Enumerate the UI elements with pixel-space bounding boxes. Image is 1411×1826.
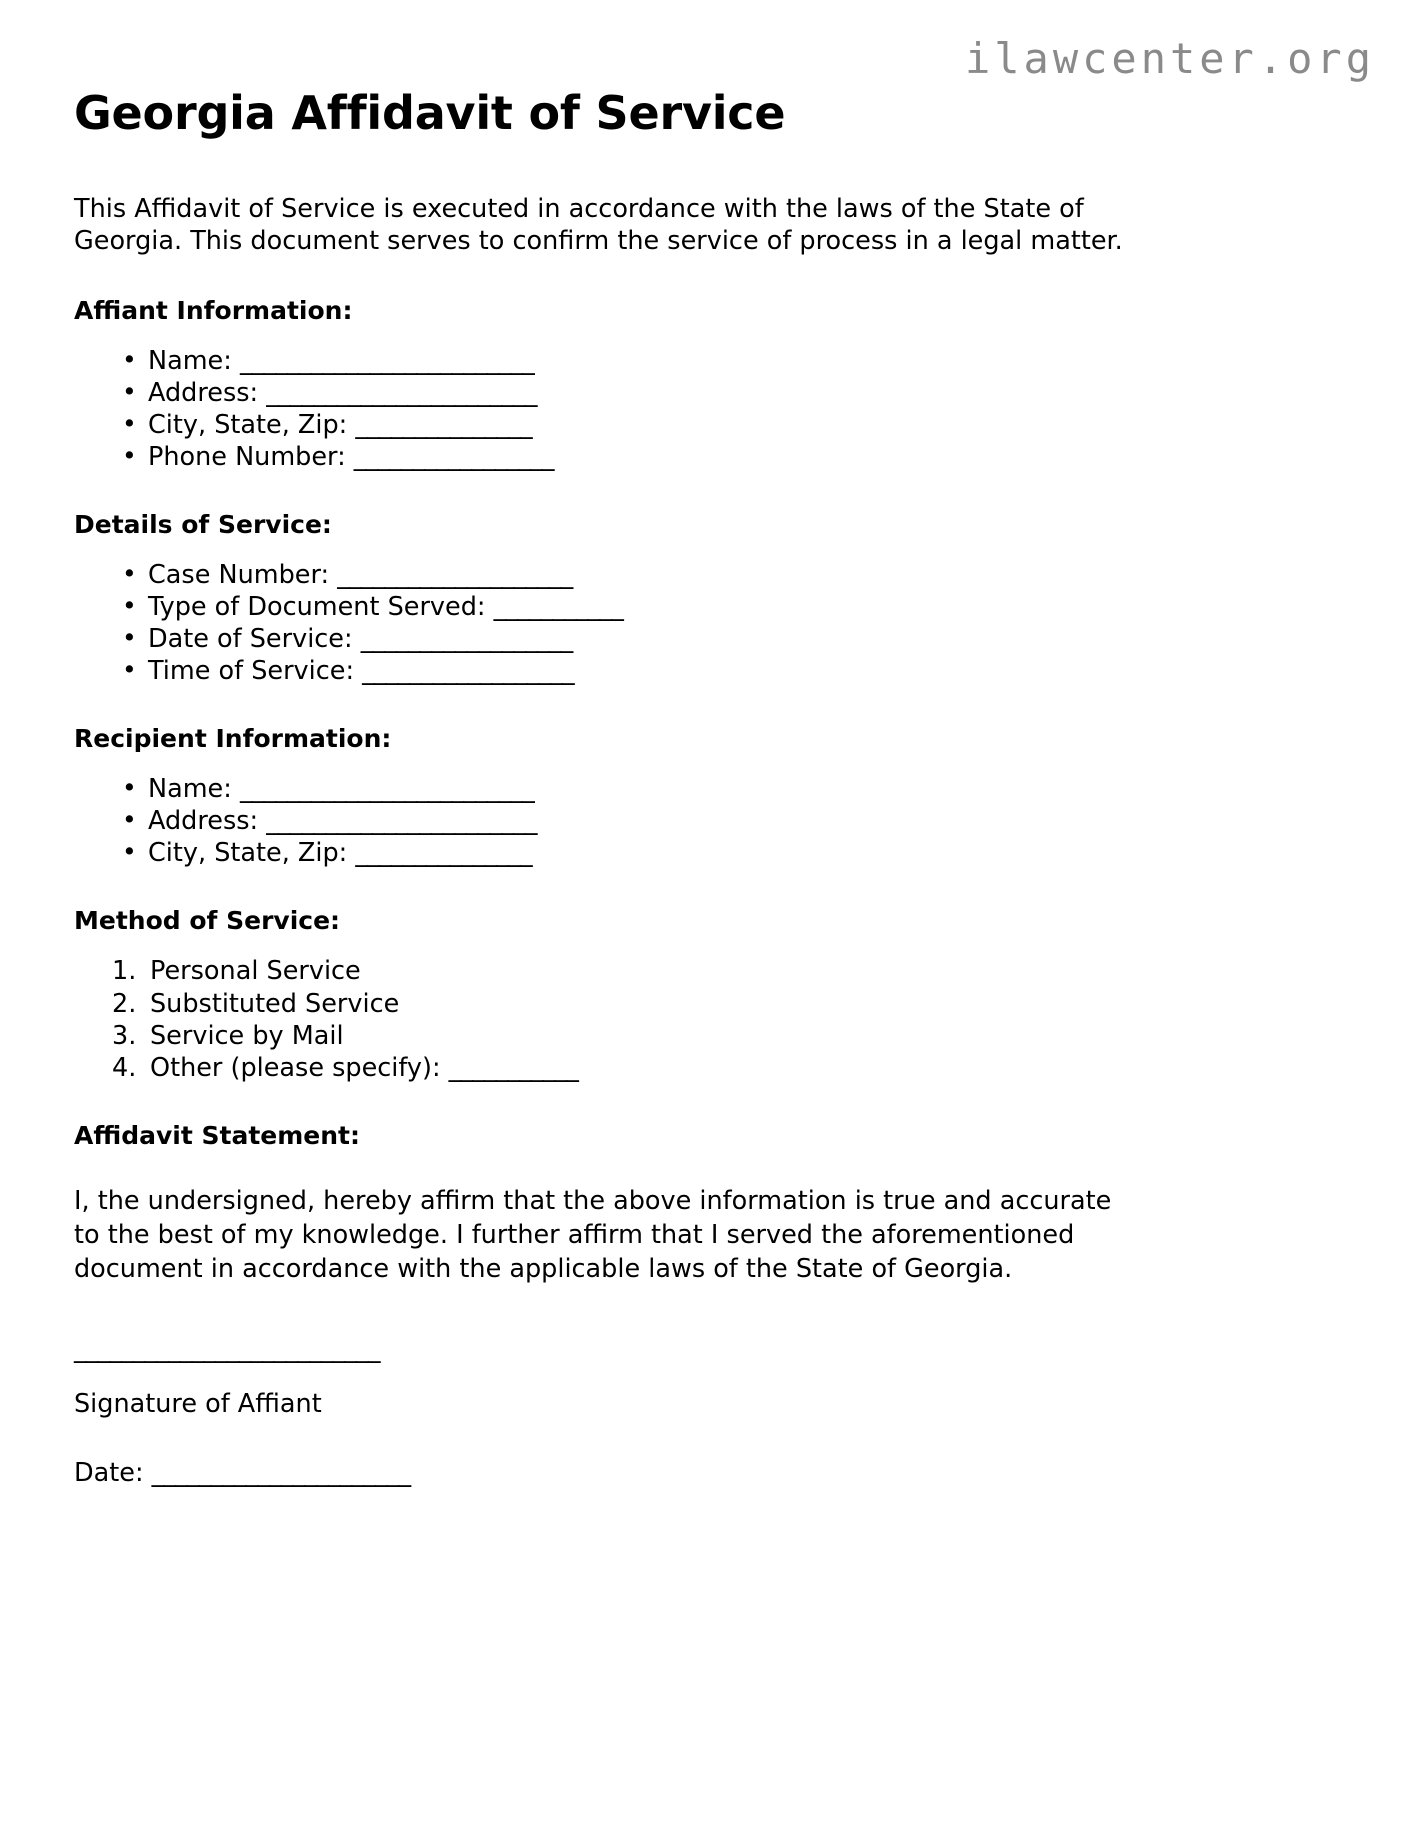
- field-label: Name:: [148, 345, 232, 376]
- field-label: City, State, Zip:: [148, 409, 348, 440]
- section-heading-affiant: Affiant Information:: [74, 295, 353, 325]
- field-blank[interactable]: _______________________: [266, 806, 537, 837]
- list-item[interactable]: [112, 1022, 1344, 1051]
- field-blank[interactable]: ___________: [493, 592, 623, 623]
- field-blank[interactable]: _______________: [355, 838, 532, 869]
- field-label: Case Number:: [148, 560, 330, 591]
- method-option-label: Other (please specify):: [150, 1052, 441, 1083]
- field-label: City, State, Zip:: [148, 838, 348, 869]
- list-item: [116, 775, 1344, 804]
- method-option-blank[interactable]: ___________: [448, 1052, 578, 1083]
- list-item: [116, 625, 1344, 654]
- list-item: [116, 839, 1344, 868]
- date-blank[interactable]: ______________________: [151, 1458, 411, 1489]
- method-option-label: Personal Service: [150, 956, 361, 987]
- list-item[interactable]: [112, 990, 1344, 1019]
- list-item: [116, 411, 1344, 440]
- date-field: [74, 1458, 1344, 1489]
- field-blank[interactable]: _________________________: [239, 774, 534, 805]
- signature-line[interactable]: __________________________: [74, 1334, 380, 1365]
- list-item: [116, 593, 1344, 622]
- method-option-label: Substituted Service: [150, 988, 400, 1019]
- list-item[interactable]: [112, 957, 1344, 986]
- signature-label: Signature of Affiant: [74, 1389, 322, 1420]
- document-content: [74, 0, 1344, 1489]
- site-watermark: ilawcenter.org: [964, 34, 1375, 83]
- method-option-label: Service by Mail: [150, 1020, 344, 1051]
- list-item: [116, 657, 1344, 686]
- section-heading-details: Details of Service:: [74, 510, 332, 540]
- section-heading-method: Method of Service:: [74, 906, 341, 936]
- list-item: [116, 807, 1344, 836]
- field-blank[interactable]: _________________________: [239, 345, 534, 376]
- affidavit-statement-text: I, the undersigned, hereby affirm that the above information is true and accurate to the best of my knowledge. I further affirm that I served the aforementioned document in accordance with the applicable laws of the State of Georgia.: [74, 1185, 1112, 1284]
- field-blank[interactable]: _______________: [355, 409, 532, 440]
- date-label: Date:: [74, 1458, 144, 1489]
- page-title: Georgia Affidavit of Service: [74, 86, 786, 140]
- field-label: Time of Service:: [148, 656, 355, 687]
- field-label: Type of Document Served:: [148, 592, 486, 623]
- list-item: [116, 347, 1344, 376]
- affiant-field-list: [74, 347, 1344, 472]
- field-label: Phone Number:: [148, 441, 346, 472]
- list-item[interactable]: [112, 1054, 1344, 1083]
- field-label: Address:: [148, 806, 259, 837]
- field-label: Address:: [148, 377, 259, 408]
- recipient-field-list: [74, 775, 1344, 868]
- field-blank[interactable]: _______________________: [266, 377, 537, 408]
- list-item: [116, 561, 1344, 590]
- field-blank[interactable]: __________________: [362, 656, 574, 687]
- section-heading-affidavit-statement: Affidavit Statement:: [74, 1120, 360, 1150]
- intro-paragraph: This Affidavit of Service is executed in accordance with the laws of the State of Georgia. This document serves to confirm the service of process in a legal matter.: [74, 193, 1123, 257]
- section-heading-recipient: Recipient Information:: [74, 724, 392, 754]
- method-of-service-list: [74, 957, 1344, 1082]
- field-label: Name:: [148, 774, 232, 805]
- list-item: [116, 443, 1344, 472]
- field-blank[interactable]: _________________: [353, 441, 554, 472]
- field-blank[interactable]: __________________: [360, 624, 573, 655]
- field-label: Date of Service:: [148, 624, 353, 655]
- field-blank[interactable]: ____________________: [337, 560, 573, 591]
- details-field-list: [74, 561, 1344, 686]
- list-item: [116, 379, 1344, 408]
